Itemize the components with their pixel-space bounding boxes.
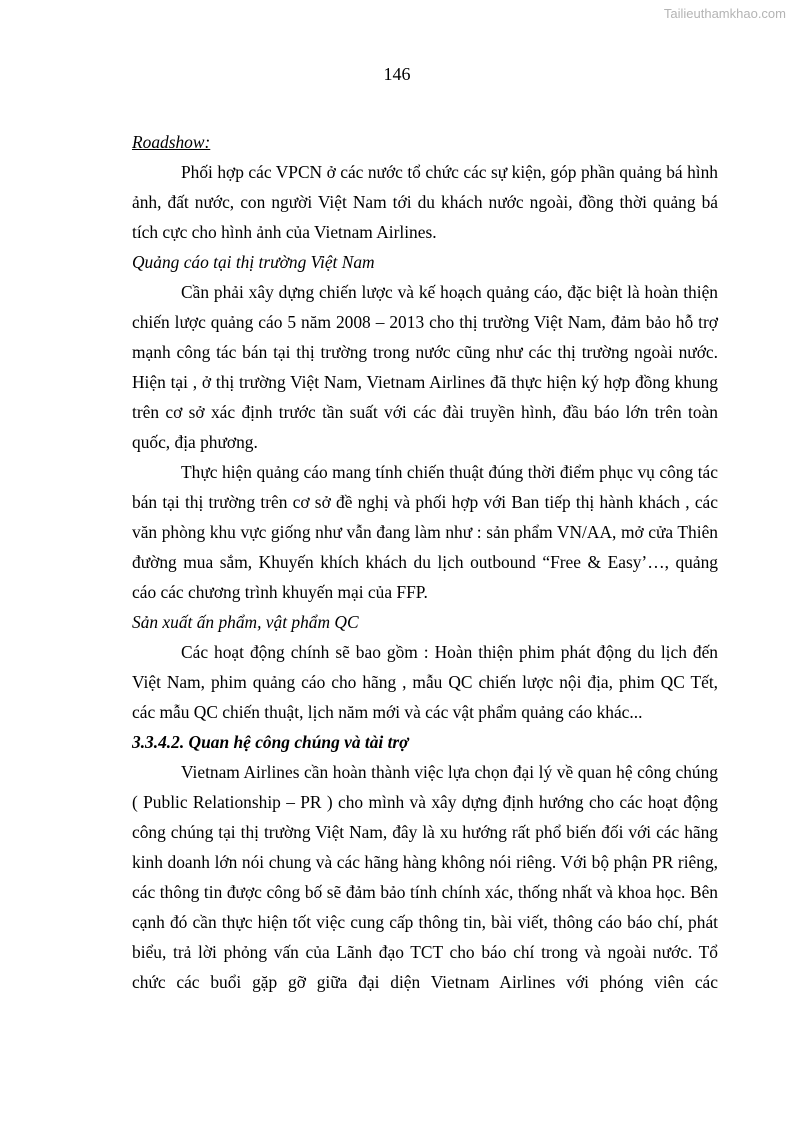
ads-paragraph-1: Cần phải xây dựng chiến lược và kế hoạch quảng cáo, đặc biệt là hoàn thiện chiến lược quảng cáo 5 năm 2008 – 2013 cho thị trường Việt Nam, đảm bảo hỗ trợ mạnh công tác bán tại thị trường trong nước cũng như các thị trường ngoài nước. Hiện tại , ở thị trường Việt Nam, Vietnam Airlines đã thực hiện ký hợp đồng khung trên cơ sở xác định trước tần suất với các đài truyền hình, đầu báo lớn trên toàn quốc, địa phương. — [132, 282, 718, 452]
pr-paragraph: Vietnam Airlines cần hoàn thành việc lựa chọn đại lý về quan hệ công chúng ( Public Relationship – PR ) cho mình và xây dựng định hướng cho các hoạt động công chúng tại thị trường Việt Nam, đây là xu hướng rất phổ biến đối với các hãng kinh doanh lớn nói chung và các hãng hàng không nói riêng. Với bộ phận PR riêng, các thông tin được công bố sẽ đảm bảo tính chính xác, thống nhất và khoa học. Bên cạnh đó cần thực hiện tốt việc cung cấp thông tin, bài viết, thông cáo báo chí, phát biểu, trả lời phỏng vấn của Lãnh đạo TCT cho báo chí trong và ngoài nước. Tổ chức các buổi gặp gỡ giữa đại diện Vietnam Airlines với phóng viên các — [132, 762, 718, 992]
document-body — [132, 127, 718, 997]
watermark-text: Tailieuthamkhao.com — [663, 6, 786, 21]
production-heading: Sản xuất ấn phẩm, vật phẩm QC — [132, 612, 359, 632]
pr-section-heading: 3.3.4.2. Quan hệ công chúng và tài trợ — [132, 732, 409, 752]
ads-paragraph-2: Thực hiện quảng cáo mang tính chiến thuật đúng thời điểm phục vụ công tác bán tại thị trường trên cơ sở đề nghị và phối hợp với Ban tiếp thị hành khách , các văn phòng khu vực giống như vẫn đang làm như : sản phẩm VN/AA, mở cửa Thiên đường mua sắm, Khuyến khích khách du lịch outbound “Free & Easy’…, quảng cáo các chương trình khuyến mại của FFP. — [132, 462, 718, 602]
roadshow-heading: Roadshow: — [132, 132, 211, 152]
production-paragraph: Các hoạt động chính sẽ bao gồm : Hoàn thiện phim phát động du lịch đến Việt Nam, phim quảng cáo cho hãng , mẫu QC chiến lược nội địa, phim QC Tết, các mẫu QC chiến thuật, lịch năm mới và các vật phẩm quảng cáo khác... — [132, 642, 718, 722]
ads-heading: Quảng cáo tại thị trường Việt Nam — [132, 252, 375, 272]
page-number: 146 — [383, 64, 411, 84]
roadshow-paragraph: Phối hợp các VPCN ở các nước tổ chức các sự kiện, góp phần quảng bá hình ảnh, đất nước, con người Việt Nam tới du khách nước ngoài, đồng thời quảng bá tích cực cho hình ảnh của Vietnam Airlines. — [132, 162, 718, 242]
